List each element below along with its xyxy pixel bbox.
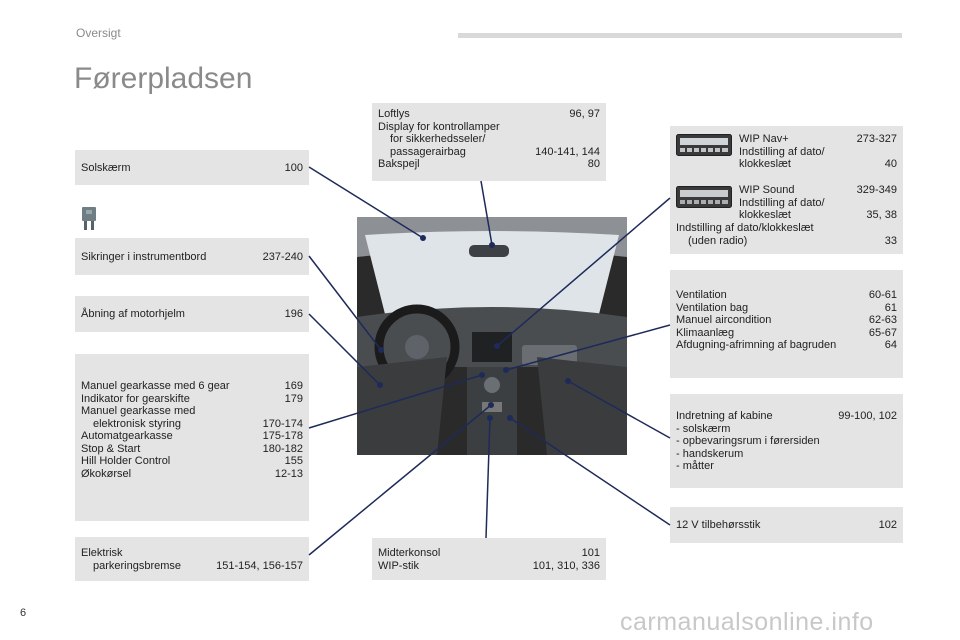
- dot: [488, 402, 494, 408]
- entry-page: 180-182: [262, 442, 303, 455]
- entry-page: 40: [884, 158, 897, 170]
- entry-page: 169: [284, 380, 303, 392]
- entry-label: Klimaanlæg: [676, 326, 735, 339]
- entry-label: - opbevaringsrum i førersiden: [676, 435, 820, 447]
- entry-page: 96, 97: [569, 108, 600, 120]
- entry-label: 12 V tilbehørsstik: [676, 519, 761, 531]
- entry-page: 329-349: [856, 184, 897, 196]
- entry-label: Stop & Start: [81, 442, 141, 455]
- entry-label: Ventilation: [676, 289, 727, 301]
- entry-label: - handskerum: [676, 447, 744, 460]
- entry-label: Manuel aircondition: [676, 314, 772, 326]
- dot: [489, 242, 495, 248]
- entry-page: 61: [884, 301, 897, 314]
- dot: [420, 235, 426, 241]
- entry-page: 60-61: [868, 289, 897, 301]
- entry-page: 100: [284, 162, 303, 174]
- section-label: Oversigt: [76, 26, 121, 40]
- entry-label: Display for kontrollamper: [378, 120, 500, 133]
- entry-label: Solskærm: [81, 162, 131, 174]
- entry-page: 179: [284, 392, 303, 405]
- entry-label: Afdugning-afrimning af bagruden: [676, 339, 837, 351]
- entry-page: 155: [284, 455, 303, 467]
- entry-label: Åbning af motorhjelm: [81, 308, 185, 320]
- entry-label: WIP-stik: [378, 559, 419, 572]
- entry-label: elektronisk styring: [93, 417, 182, 430]
- entry-label: Indretning af kabine: [676, 410, 773, 422]
- entry-label: Manuel gearkasse med 6 gear: [81, 380, 230, 392]
- entry-page: 170-174: [262, 417, 303, 430]
- entry-label: Sikringer i instrumentbord: [81, 251, 207, 263]
- entry-page: 237-240: [262, 251, 303, 263]
- entry-label: (uden radio): [688, 234, 748, 247]
- entry-label: Ventilation bag: [676, 301, 749, 314]
- entry-page: 196: [284, 308, 303, 320]
- entry-page: 140-141, 144: [535, 145, 600, 158]
- page-title: Førerpladsen: [74, 62, 253, 95]
- dot: [378, 347, 384, 353]
- entry-page: 64: [884, 339, 897, 351]
- entry-label: for sikkerhedsseler/: [390, 133, 486, 145]
- entry-label: parkeringsbremse: [93, 559, 182, 572]
- entry-label: Hill Holder Control: [81, 455, 171, 467]
- dot: [479, 372, 485, 378]
- entry-label: klokkeslæt: [739, 158, 791, 170]
- dot: [487, 415, 493, 421]
- entry-label: WIP Sound: [739, 184, 795, 196]
- entry-label: - måtter: [676, 460, 714, 472]
- entry-label: Indstilling af dato/klokkeslæt: [676, 222, 814, 234]
- entry-page: 102: [878, 519, 897, 531]
- entry-label: Elektrisk: [81, 547, 123, 559]
- entry-label: passagerairbag: [390, 145, 466, 158]
- entry-page: 99-100, 102: [838, 410, 897, 422]
- entry-page: 33: [884, 234, 897, 247]
- entry-page: 65-67: [868, 326, 897, 339]
- entry-page: 62-63: [868, 314, 897, 326]
- entry-page: 80: [587, 158, 600, 170]
- entry-label: Økokørsel: [81, 467, 132, 480]
- entry-page: 12-13: [274, 467, 303, 480]
- entry-label: Manuel gearkasse med: [81, 405, 196, 417]
- entry-label: Automatgearkasse: [81, 430, 173, 442]
- dot: [377, 382, 383, 388]
- entry-label: WIP Nav+: [739, 133, 789, 145]
- entry-page: 273-327: [856, 133, 897, 145]
- entry-label: - solskærm: [676, 422, 731, 435]
- dot: [565, 378, 571, 384]
- entry-label: Bakspejl: [378, 158, 420, 170]
- entry-label: klokkeslæt: [739, 209, 791, 221]
- dot: [503, 367, 509, 373]
- entry-page: 101: [581, 547, 600, 559]
- watermark: carmanualsonline.info: [620, 608, 874, 636]
- entry-label: Indstilling af dato/: [739, 145, 825, 158]
- entry-page: 35, 38: [866, 209, 897, 221]
- entry-page: 151-154, 156-157: [216, 559, 303, 572]
- entry-label: Midterkonsol: [378, 547, 441, 559]
- entry-label: Indstilling af dato/: [739, 196, 825, 209]
- entry-page: 175-178: [262, 430, 303, 442]
- dot: [494, 343, 500, 349]
- entry-label: Indikator for gearskifte: [81, 392, 190, 405]
- entry-page: 101, 310, 336: [532, 559, 600, 572]
- dot: [507, 415, 513, 421]
- entry-label: Loftlys: [378, 108, 410, 120]
- page-number: 6: [20, 607, 27, 619]
